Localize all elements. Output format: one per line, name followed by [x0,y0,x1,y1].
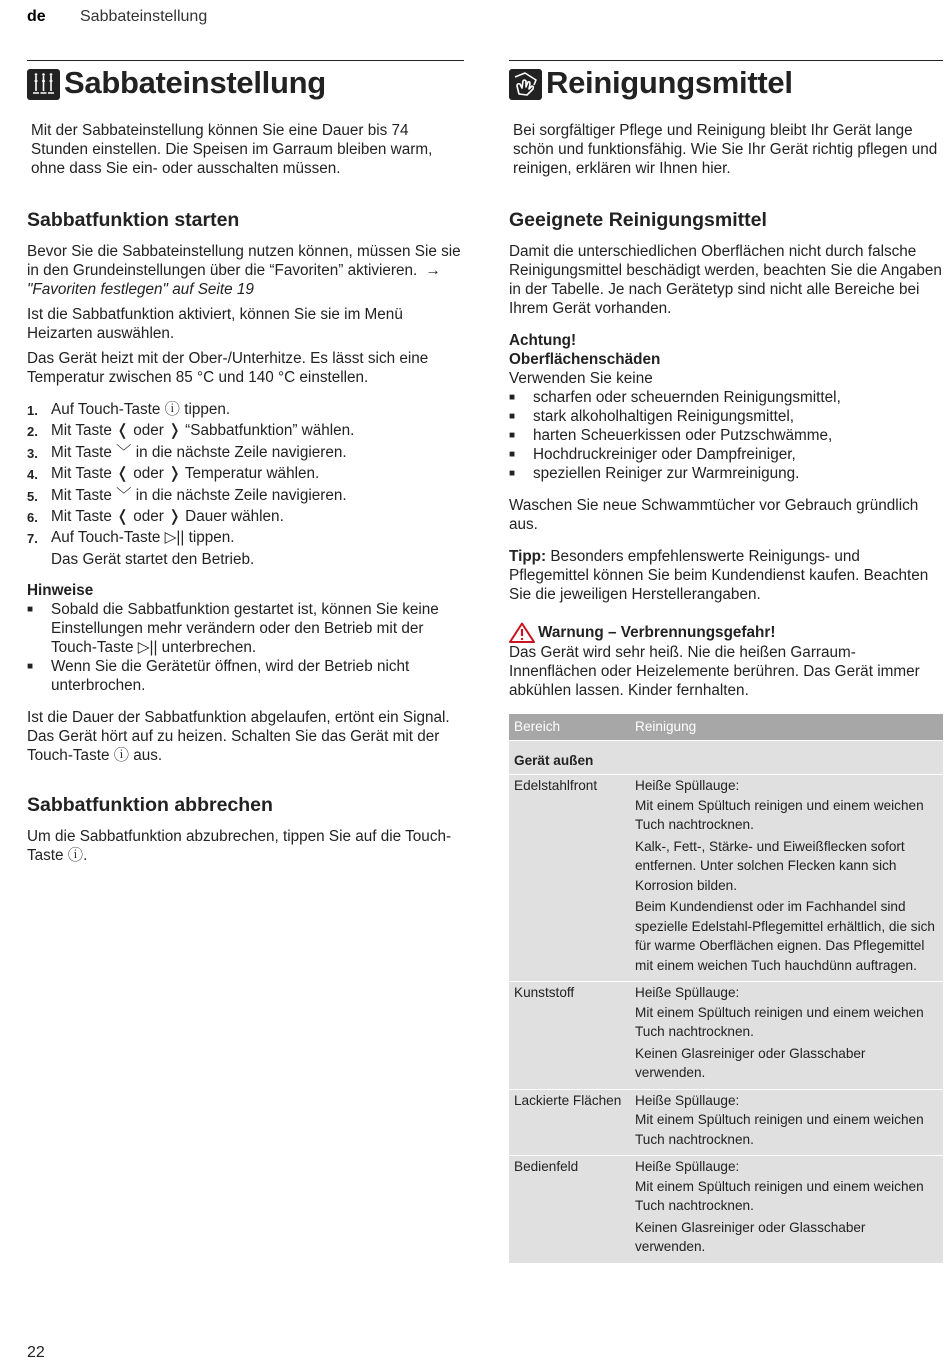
bullet-square-icon: ■ [27,661,34,673]
step-item: 6. Mit Taste ❬ oder ❭ Dauer wählen. [27,508,284,526]
sabbath-candles-icon [27,69,60,100]
cleaning-instruction: Heiße Spüllauge: Mit einem Spültuch reinigen und einem weichen Tuch nachtrocknen. [635,1159,924,1213]
bullet-square-icon: ■ [27,604,34,616]
step-item: 2. Mit Taste ❬ oder ❭ “Sabbatfunktion” wählen. [27,422,355,440]
caution-item: ■ Hochdruckreiniger oder Dampfreiniger, [509,446,796,463]
table-cell-cleaning [635,776,943,977]
warning-text: Das Gerät wird sehr heiß. Nie die heißen Garraum-Innenflächen oder Heizelemente berühren. Das Gerät immer abkühlen lassen. Kinder fernhalten. [509,644,920,699]
cleaning-instruction: Heiße Spüllauge: Mit einem Spültuch reinigen und einem weichen Tuch nachtrocknen. [635,1092,924,1147]
bullet-square-icon: ■ [509,411,516,422]
cleaning-instruction: Kalk-, Fett-, Stärke- und Eiweißflecken sofort entfernen. Unter solchen Flecken kann sich Korrosion bilden. [635,838,905,893]
table-cell-area: Edelstahlfront [514,778,598,793]
cleaning-hand-icon [509,69,542,100]
bullet-square-icon: ■ [509,430,516,441]
caution-item: ■ stark alkoholhaltigen Reinigungsmittel, [509,408,795,425]
caution-subtitle: Oberflächenschäden [509,351,661,368]
table-cell-area: Bedienfeld [514,1159,579,1174]
table-cell-cleaning [635,1157,943,1259]
table-cell-area: Kunststoff [514,985,575,1000]
cleaning-instruction: Heiße Spüllauge: Mit einem Spültuch reinigen und einem weichen Tuch nachtrocknen. [635,985,924,1039]
caution-item: ■ speziellen Reiniger zur Warmreinigung. [509,465,800,482]
note-item: ■ Sobald die Sabbatfunktion gestartet ist, können Sie keine Einstellungen mehr verändern oder den Betrieb mit der Touch-Taste ▷|| unterbrechen. [27,601,439,657]
table-group-row: Gerät außen [509,740,943,774]
start-heading: Sabbatfunktion starten [27,209,240,231]
intro-text: Bei sorgfältiger Pflege und Reinigung bleibt Ihr Gerät lange schön und funktionsfähig. Wie Sie Ihr Gerät richtig pflegen und reinigen, erklären wir Ihnen hier. [513,122,938,177]
warning-triangle-icon [509,622,535,643]
language-code: de [27,8,46,25]
warning-title: Warnung – Verbrennungsgefahr! [538,623,776,641]
left-column [27,60,464,865]
step-result: Das Gerät startet den Betrieb. [51,550,255,568]
tip-text: Besonders empfehlenswerte Reinigungs- und Pflegemittel können Sie beim Kundendienst kaufen. Beachten Sie die jeweiligen Herstellerangaben. [509,548,929,603]
caution-lead: Verwenden Sie keine [509,370,653,387]
table-row [509,1155,943,1263]
step-item: 5. Mit Taste ﹀ in die nächste Zeile navigieren. [27,486,347,504]
page-header [27,8,208,26]
tip-paragraph [509,547,943,604]
table-cell-area: Lackierte Flächen [514,1092,622,1108]
page-number: 22 [27,1344,45,1361]
warning-heading [509,622,943,643]
start-paragraph-2: Ist die Sabbatfunktion aktiviert, können Sie sie im Menü Heizarten auswählen. [27,306,403,342]
abort-heading: Sabbatfunktion abbrechen [27,794,273,817]
section-title: Reinigungsmittel [546,65,793,100]
steps-list [27,400,464,570]
right-column [509,60,943,700]
table-row [509,774,943,981]
table-cell-cleaning [635,983,943,1085]
cleaning-table [509,714,943,1263]
caution-item: ■ scharfen oder scheuernden Reinigungsmittel, [509,389,841,406]
bullet-square-icon: ■ [509,449,516,460]
column-header-area: Bereich [514,719,561,735]
table-header-row [509,714,943,740]
note-item: ■ Wenn Sie die Gerätetür öffnen, wird der Betrieb nicht unterbrochen. [27,658,410,695]
suitable-paragraph: Damit die unterschiedlichen Oberflächen nicht durch falsche Reinigungsmittel beschädigt werden, beachten Sie die Angaben in der Tabelle. Je nach Gerätetyp sind nicht alle Bereiche bei Ihrem Gerät vorhanden. [509,243,942,317]
bullet-square-icon: ■ [509,392,516,403]
start-paragraph-1: Bevor Sie die Sabbateinstellung nutzen können, müssen Sie sie in den Grundeinstellungen über die “Favoriten” aktivieren. → "Favoriten festlegen" auf Seite 19 [27,243,461,298]
page-title: Sabbateinstellung [64,65,326,100]
abort-paragraph: Um die Sabbatfunktion abzubrechen, tippen Sie auf die Touch-Taste ⓘ. [27,828,452,865]
step-item: 7. Auf Touch-Taste ▷|| tippen. [27,529,235,547]
bullet-square-icon: ■ [509,468,516,479]
cleaning-heading [509,60,943,100]
warning-block [509,622,943,700]
arrow-icon: → [425,262,441,279]
cleaning-instruction: Keinen Glasreiniger oder Glasschaber verwenden. [635,1045,866,1080]
tip-label: Tipp: [509,548,547,565]
column-header-cleaning: Reinigung [635,719,697,735]
section-title: Sabbateinstellung [80,8,208,25]
start-paragraph-3: Das Gerät heizt mit der Ober-/Unterhitze. Es lässt sich eine Temperatur zwischen 85 °C und 140 °C einstellen. [27,350,429,386]
end-paragraph: Ist die Dauer der Sabbatfunktion abgelaufen, ertönt ein Signal. Das Gerät hört auf zu heizen. Schalten Sie das Gerät mit der Touch-Taste ⓘ aus. [27,709,450,765]
cleaning-instruction: Beim Kundendienst oder im Fachhandel sind spezielle Edelstahl-Pflegemittel erhältlich, die sich für warme Oberflächen eignen. Das Pflegemittel mit einem weichen Tuch hauchdünn auftragen. [635,899,935,973]
table-row [509,981,943,1089]
page-reference-link[interactable]: "Favoriten festlegen" auf Seite 19 [27,281,254,298]
notes-heading: Hinweise [27,582,94,600]
table-cell-cleaning [635,1091,943,1152]
step-item: 4. Mit Taste ❬ oder ❭ Temperatur wählen. [27,465,320,483]
notes-list [27,600,464,695]
caution-block [509,331,943,483]
step-item: 1. Auf Touch-Taste ⓘ tippen. [27,401,231,418]
intro-text: Mit der Sabbateinstellung können Sie eine Dauer bis 74 Stunden einstellen. Die Speisen im Garraum bleiben warm, ohne dass Sie ein- oder ausschalten müssen. [31,122,433,177]
sponge-paragraph: Waschen Sie neue Schwammtücher vor Gebrauch gründlich aus. [509,497,919,533]
step-item: 3. Mit Taste ﹀ in die nächste Zeile navigieren. [27,443,347,461]
cleaning-instruction: Heiße Spüllauge: Mit einem Spültuch reinigen und einem weichen Tuch nachtrocknen. [635,778,924,832]
table-row [509,1089,943,1156]
suitable-heading: Geeignete Reinigungsmittel [509,209,767,231]
caution-title: Achtung! [509,332,577,349]
sabbath-heading [27,60,464,100]
cleaning-instruction: Keinen Glasreiniger oder Glasschaber verwenden. [635,1219,866,1254]
caution-list [509,388,943,483]
caution-item: ■ harten Scheuerkissen oder Putzschwämme, [509,427,833,444]
